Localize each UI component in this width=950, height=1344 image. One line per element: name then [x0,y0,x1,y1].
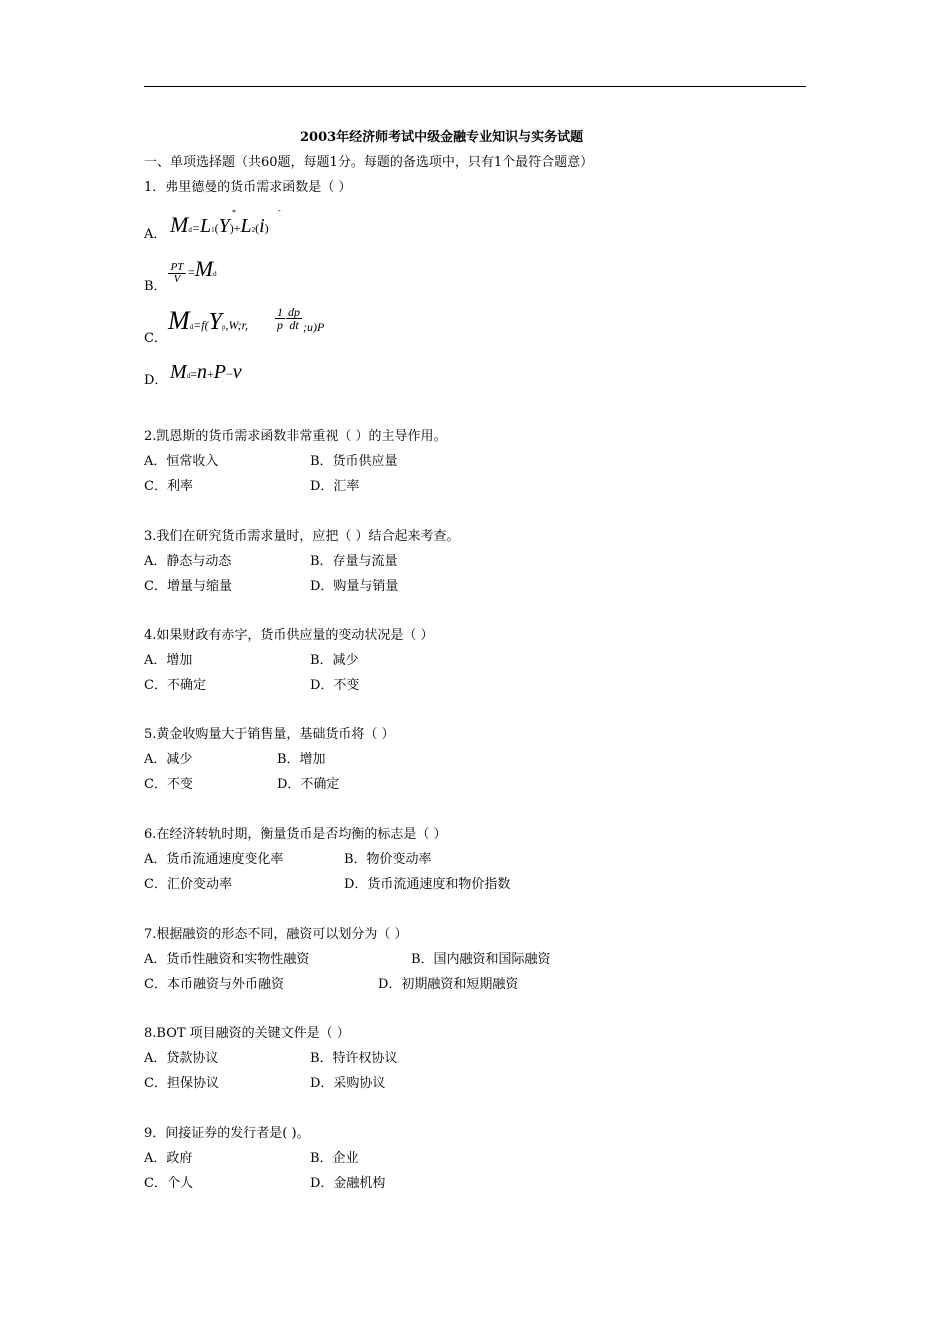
q3-option-d: D．购量与销量 [310,579,399,594]
header-rule [144,86,806,87]
q5-option-c: C．不变 [144,777,193,792]
q9-option-c: C．个人 [144,1176,193,1191]
page-title: 2003年经济师考试中级金融专业知识与实务试题 [300,130,584,145]
q9-option-d: D．金融机构 [310,1176,386,1191]
question-7-stem: 7.根据融资的形态不同，融资可以划分为（ ） [144,927,408,942]
q1-formula-c: Md=f(Yp,W;r, [168,306,249,335]
question-6-stem: 6.在经济转轨时期，衡量货币是否均衡的标志是（ ） [144,827,447,842]
q7-option-c: C．本币融资与外币融资 [144,977,284,992]
q8-option-a: A．贷款协议 [144,1051,219,1066]
q6-option-b: B．物价变动率 [344,852,432,867]
q6-option-a: A．货币流通速度变化率 [144,852,284,867]
question-5-stem: 5.黄金收购量大于销售量，基础货币将（ ） [144,727,395,742]
q1-option-d-label: D． [144,373,168,388]
q9-option-b: B．企业 [310,1151,359,1166]
q3-option-b: B．存量与流量 [310,554,398,569]
question-4-stem: 4.如果财政有赤字，货币供应量的变动状况是（ ） [144,628,434,643]
q1-formula-a: Md=L1(Y)+L2(i) [170,212,269,237]
q1-formula-c-frac1: $\frac{1}{p}$ [277,305,283,332]
q1-formula-a-bar: - [278,206,281,215]
q5-option-b: B．增加 [277,752,326,767]
q4-option-c: C．不确定 [144,678,206,693]
q1-formula-c-frac2: $\frac{dp}{dt}$ [288,305,300,332]
question-9-stem: 9．间接证券的发行者是( )。 [144,1126,310,1141]
question-2-stem: 2.凯恩斯的货币需求函数非常重视（ ）的主导作用。 [144,429,447,444]
q1-option-a-label: A． [144,227,167,242]
q4-option-a: A．增加 [144,653,193,668]
q1-option-b-label: B． [144,279,167,294]
q5-option-a: A．减少 [144,752,193,767]
q4-option-b: B．减少 [310,653,359,668]
question-8-stem: 8.BOT 项目融资的关键文件是（ ） [144,1026,350,1041]
q1-formula-b: =Md [188,256,217,281]
q1-formula-a-dot: * [232,208,236,217]
question-3-stem: 3.我们在研究货币需求量时，应把（ ）结合起来考查。 [144,529,460,544]
q3-option-a: A．静态与动态 [144,554,232,569]
question-1-stem: 1．弗里德曼的货币需求函数是（ ） [144,180,352,195]
q7-option-d: D．初期融资和短期融资 [378,977,519,992]
section-heading: 一、单项选择题（共60题，每题1分。每题的备选项中，只有1个最符合题意） [144,155,594,170]
q8-option-c: C．担保协议 [144,1076,219,1091]
q4-option-d: D．不变 [310,678,360,693]
q8-option-d: D．采购协议 [310,1076,386,1091]
q6-option-d: D．货币流通速度和物价指数 [344,877,511,892]
q6-option-c: C．汇价变动率 [144,877,232,892]
q1-formula-c-tail: ;u)P [303,320,325,334]
q7-option-b: B．国内融资和国际融资 [411,952,551,967]
q3-option-c: C．增量与缩量 [144,579,232,594]
q2-option-b: B．货币供应量 [310,454,398,469]
q2-option-d: D．汇率 [310,479,360,494]
q9-option-a: A．政府 [144,1151,193,1166]
q7-option-a: A．货币性融资和实物性融资 [144,952,310,967]
q2-option-a: A．恒常收入 [144,454,219,469]
q2-option-c: C．利率 [144,479,193,494]
q1-formula-d: Md=n+P−v [170,361,242,383]
q1-option-c-label: C． [144,331,167,346]
q1-formula-b-fraction: $\frac{PT}{V}$ [168,262,186,285]
q5-option-d: D．不确定 [277,777,340,792]
q8-option-b: B．特许权协议 [310,1051,398,1066]
